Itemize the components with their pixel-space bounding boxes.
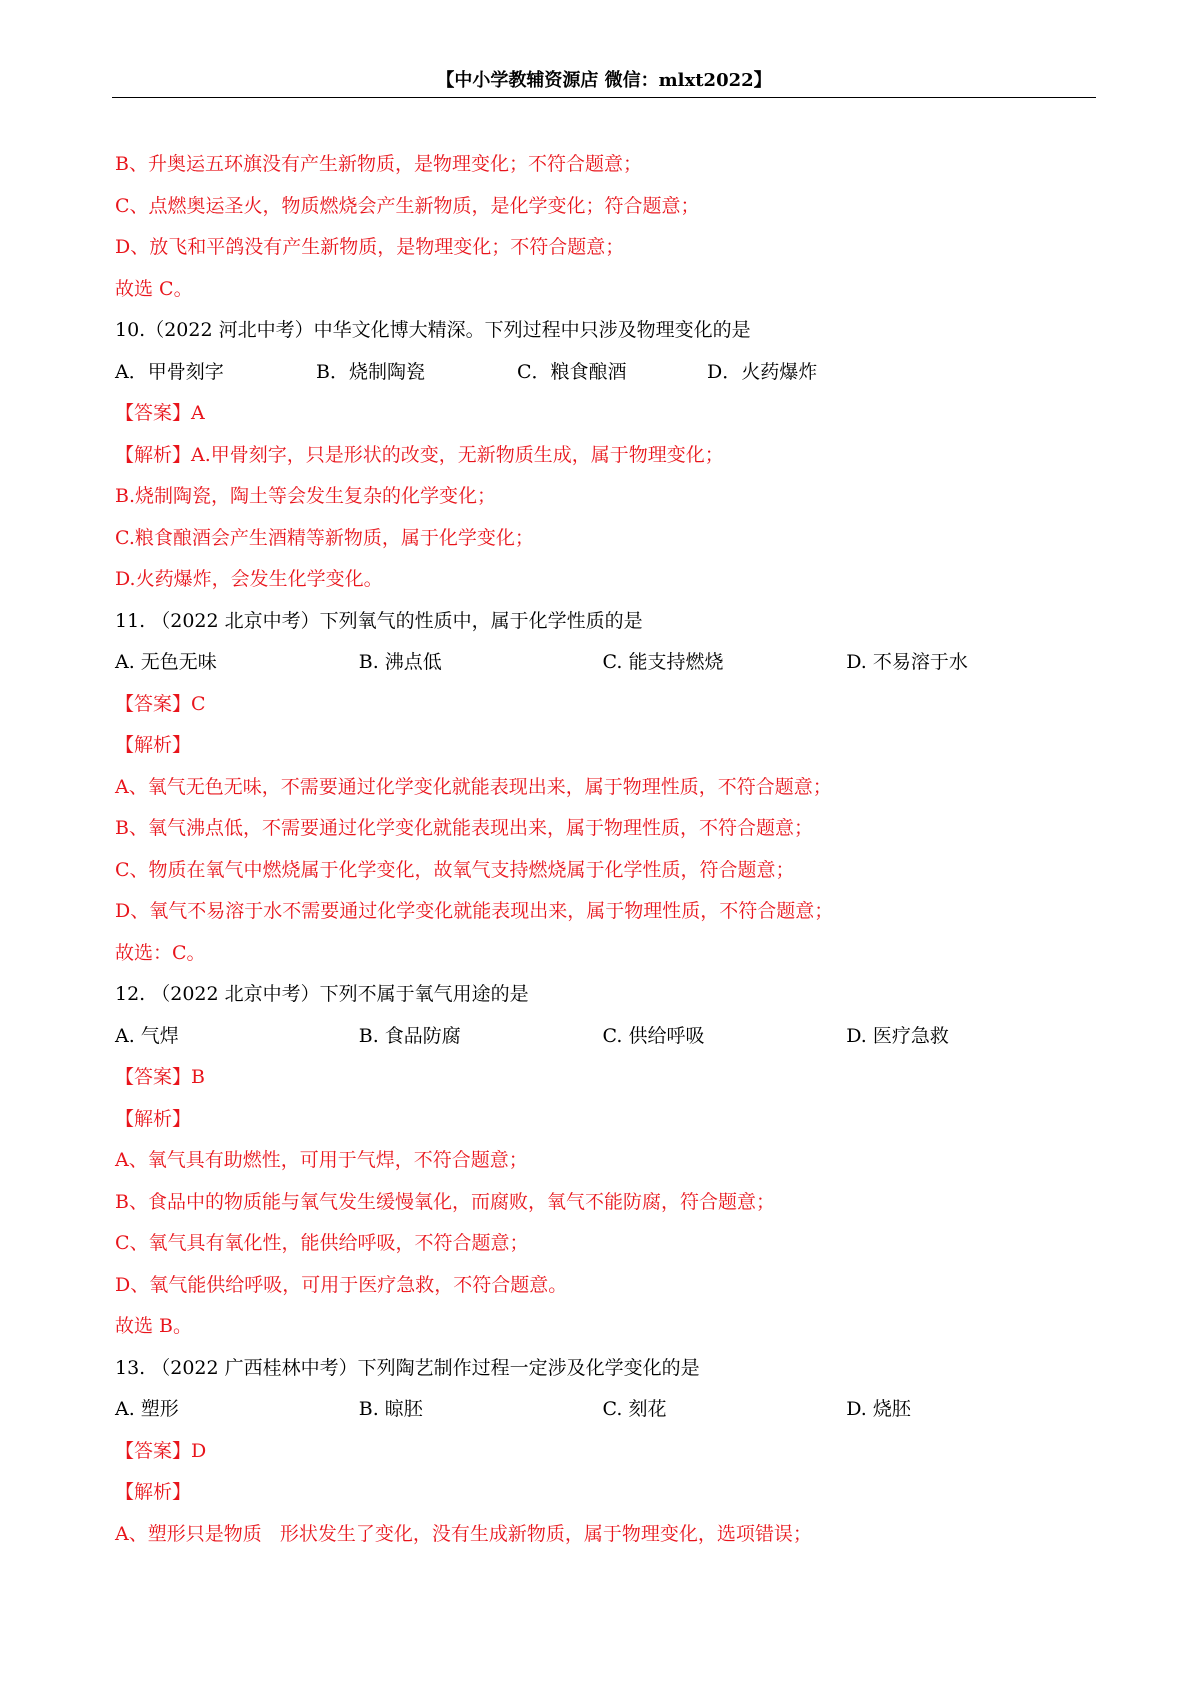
q13-options	[115, 1389, 1090, 1431]
q13-stem: 13. （2022 广西桂林中考）下列陶艺制作过程一定涉及化学变化的是	[115, 1356, 700, 1379]
q11-option-b: B. 沸点低	[358, 651, 442, 673]
q12-analysis-label: 【解析】	[115, 1107, 192, 1130]
q12-options	[115, 1016, 1090, 1058]
q12-option-c: C. 供给呼吸	[602, 1024, 705, 1047]
q10-answer	[115, 393, 1090, 435]
answer-label: 【答案】	[115, 1439, 192, 1462]
q13-option-c: C. 刻花	[602, 1398, 667, 1420]
q9-analysis-b: B、升奥运五环旗没有产生新物质，是物理变化；不符合题意；	[115, 153, 642, 175]
q10-option-d: D．火药爆炸	[707, 360, 818, 383]
q11-option-d: D. 不易溶于水	[846, 651, 968, 673]
answer-value: C	[191, 692, 206, 715]
q11-conclusion: 故选：C。	[115, 941, 206, 964]
q9-conclusion: 故选 C。	[115, 277, 193, 300]
q11-answer	[115, 684, 1090, 726]
document-body	[115, 144, 1090, 1555]
q12-option-d: D. 医疗急救	[846, 1024, 949, 1047]
header-divider	[112, 97, 1096, 98]
q10-option-a: A．甲骨刻字	[115, 360, 224, 383]
analysis-label: 【解析】	[115, 443, 192, 466]
q12-analysis-b: B、食品中的物质能与氧气发生缓慢氧化，而腐败，氧气不能防腐，符合题意；	[115, 1190, 775, 1213]
q12-option-a: A. 气焊	[115, 1024, 179, 1047]
page-header: 【中小学教辅资源店 微信：mlxt2022】	[436, 70, 772, 91]
q12-answer	[115, 1057, 1090, 1099]
q11-stem: 11. （2022 北京中考）下列氧气的性质中，属于化学性质的是	[115, 609, 643, 632]
q13-option-b: B. 晾胚	[358, 1398, 423, 1420]
answer-value: D	[191, 1439, 207, 1462]
q12-conclusion: 故选 B。	[115, 1315, 193, 1337]
q11-analysis-c: C、物质在氧气中燃烧属于化学变化，故氧气支持燃烧属于化学性质，符合题意；	[115, 858, 795, 881]
q10-option-b: B．烧制陶瓷	[316, 360, 425, 383]
q10-stem: 10.（2022 河北中考）中华文化博大精深。下列过程中只涉及物理变化的是	[115, 319, 751, 341]
q11-option-a: A. 无色无味	[115, 651, 217, 673]
answer-label: 【答案】	[115, 692, 192, 715]
q10-analysis-d: D.火药爆炸，会发生化学变化。	[115, 568, 383, 590]
q13-option-d: D. 烧胚	[846, 1398, 911, 1420]
q12-analysis-c: C、氧气具有氧化性，能供给呼吸，不符合题意；	[115, 1232, 529, 1254]
q13-analysis-label: 【解析】	[115, 1481, 192, 1503]
q9-analysis-d: D、放飞和平鸽没有产生新物质，是物理变化；不符合题意；	[115, 236, 625, 258]
q11-analysis-d: D、氧气不易溶于水不需要通过化学变化就能表现出来，属于物理性质，不符合题意；	[115, 900, 834, 922]
q10-analysis-b: B.烧制陶瓷，陶土等会发生复杂的化学变化；	[115, 485, 497, 507]
q11-options	[115, 642, 1090, 684]
q12-analysis-a: A、氧气具有助燃性，可用于气焊，不符合题意；	[115, 1149, 528, 1171]
q12-stem: 12. （2022 北京中考）下列不属于氧气用途的是	[115, 983, 529, 1005]
q10-analysis	[115, 435, 1090, 477]
q11-analysis-label: 【解析】	[115, 734, 192, 756]
answer-value: A	[191, 402, 205, 424]
q10-analysis-c: C.粮食酿酒会产生酒精等新物质，属于化学变化；	[115, 526, 534, 549]
answer-label: 【答案】	[115, 402, 192, 424]
q10-options	[115, 352, 1090, 394]
answer-value: B	[191, 1066, 205, 1088]
q12-option-b: B. 食品防腐	[358, 1024, 461, 1047]
q12-analysis-d: D、氧气能供给呼吸，可用于医疗急救，不符合题意。	[115, 1273, 568, 1296]
q11-analysis-b: B、氧气沸点低，不需要通过化学变化就能表现出来，属于物理性质，不符合题意；	[115, 817, 813, 839]
q10-option-c: C．粮食酿酒	[517, 360, 627, 383]
q9-analysis-c: C、点燃奥运圣火，物质燃烧会产生新物质，是化学变化；符合题意；	[115, 194, 700, 217]
q11-option-c: C. 能支持燃烧	[602, 651, 724, 673]
q13-option-a: A. 塑形	[115, 1398, 179, 1420]
q13-answer	[115, 1431, 1090, 1473]
q13-analysis-a: A、塑形只是物质 形状发生了变化，没有生成新物质，属于物理变化，选项错误；	[115, 1522, 812, 1545]
answer-label: 【答案】	[115, 1066, 192, 1088]
q11-analysis-a: A、氧气无色无味，不需要通过化学变化就能表现出来，属于物理性质，不符合题意；	[115, 775, 832, 798]
q10-analysis-a: A.甲骨刻字，只是形状的改变，无新物质生成，属于物理变化；	[191, 443, 724, 466]
